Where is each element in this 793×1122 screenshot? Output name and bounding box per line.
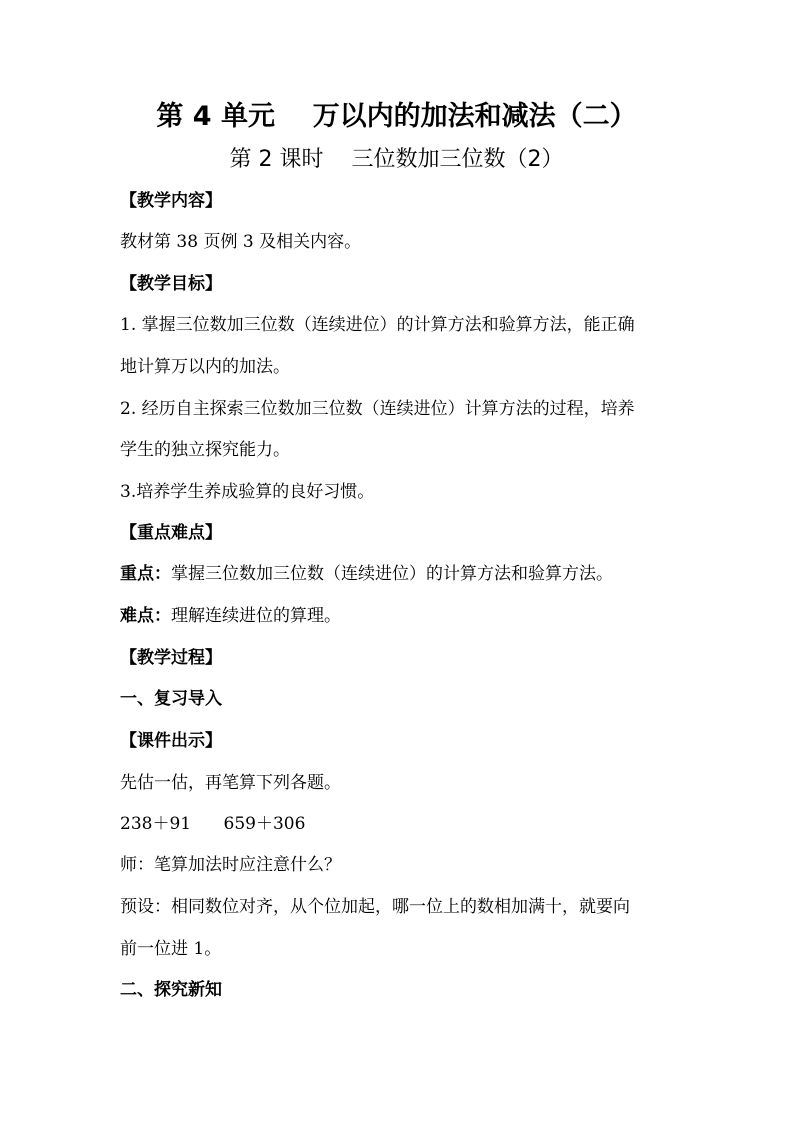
key-point-text: 掌握三位数加三位数（连续进位）的计算方法和验算方法。 [171,564,613,584]
preset-answer-line-2: 前一位进 1。 [120,939,222,959]
key-point-label: 重点： [120,564,171,584]
exercise-problems: 238＋91 659＋306 [120,814,306,834]
process-heading: 【教学过程】 [120,648,222,668]
goal-1-line-2: 地计算万以内的加法。 [120,357,290,377]
part-2-heading: 二、探究新知 [120,980,222,1000]
key-point-line [120,561,680,587]
content-heading: 【教学内容】 [120,191,222,211]
goal-2-line-2: 学生的独立探究能力。 [120,440,290,460]
lesson-title: 第 2 课时 三位数加三位数（2） [229,147,564,172]
difficulty-line [120,603,680,629]
goals-heading: 【教学目标】 [120,274,222,294]
difficulty-text: 理解连续进位的算理。 [171,606,341,626]
courseware-heading: 【课件出示】 [120,731,222,751]
goal-1-line-1: 1. 掌握三位数加三位数（连续进位）的计算方法和验算方法，能正确 [120,315,635,335]
part-1-heading: 一、复习导入 [120,689,222,709]
unit-title: 第 4 单元 万以内的加法和减法（二） [156,101,637,132]
content-text: 教材第 38 页例 3 及相关内容。 [120,232,362,252]
goal-2-line-1: 2. 经历自主探索三位数加三位数（连续进位）计算方法的过程，培养 [120,399,635,419]
difficulty-label: 难点： [120,606,171,626]
courseware-text: 先估一估，再笔算下列各题。 [120,773,341,793]
key-points-heading: 【重点难点】 [120,523,222,543]
teacher-question: 师：笔算加法时应注意什么？ [120,855,341,875]
preset-answer-line-1: 预设：相同数位对齐，从个位加起，哪一位上的数相加满十，就要向 [120,897,630,917]
goal-3: 3.培养学生养成验算的良好习惯。 [120,482,375,502]
